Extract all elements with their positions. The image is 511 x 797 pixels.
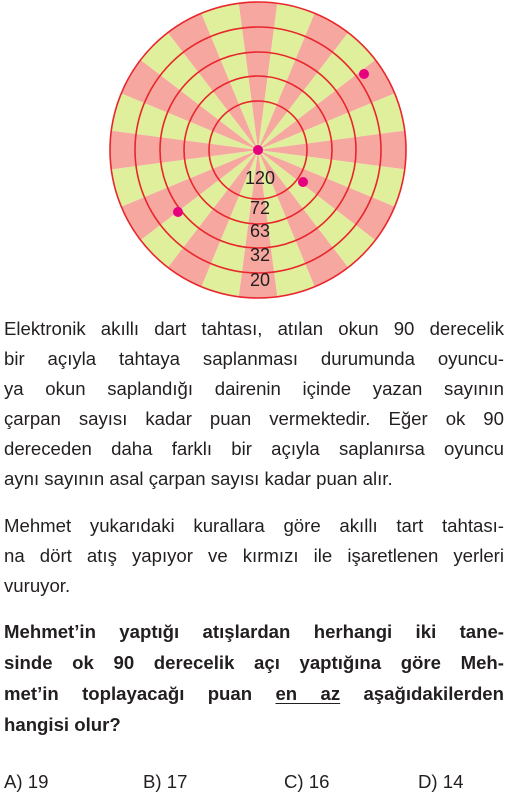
option-letter: C) <box>284 771 304 792</box>
question-text: met’in toplayacağı puan <box>4 683 276 704</box>
text-line: bir açıyla tahtaya saplanması durumunda oyuncu- <box>4 348 504 369</box>
option-value: 14 <box>442 771 464 792</box>
option-value: 17 <box>166 771 188 792</box>
ring-value-120: 120 <box>244 168 276 188</box>
question-line: Mehmet’in yaptığı atışlardan herhangi iki tane- <box>4 621 504 642</box>
option-value: 16 <box>308 771 330 792</box>
hit-marker <box>253 145 263 155</box>
question-line <box>4 679 504 710</box>
ring-value-72: 72 <box>249 198 271 218</box>
text-line: ya okun saplandığı dairenin içinde yazan sayının <box>4 378 504 399</box>
option-value: 19 <box>27 771 49 792</box>
question-line: hangisi olur? <box>4 714 121 735</box>
option-letter: D) <box>418 771 438 792</box>
ring-value-20: 20 <box>249 270 271 290</box>
option-b[interactable] <box>143 770 187 794</box>
question-text: aşağıdakilerden <box>340 683 504 704</box>
hit-marker <box>359 69 369 79</box>
hit-marker <box>298 177 308 187</box>
hit-marker <box>173 207 183 217</box>
underlined-emphasis: en az <box>275 683 341 704</box>
text-line: dereceden daha farklı bir açıyla saplanırsa oyuncu <box>4 438 504 459</box>
text-line: Mehmet yukarıdaki kurallara göre akıllı tart tahtası- <box>4 515 504 536</box>
text-line: çarpan sayısı kadar puan vermektedir. Eğer ok 90 <box>4 408 504 429</box>
text-line: aynı sayının asal çarpan sayısı kadar puan alır. <box>4 468 393 489</box>
ring-value-32: 32 <box>249 245 271 265</box>
option-d[interactable] <box>418 770 463 794</box>
text-line: na dört atış yapıyor ve kırmızı ile işaretlenen yerleri <box>4 545 504 566</box>
option-letter: B) <box>143 771 162 792</box>
ring-value-63: 63 <box>249 221 271 241</box>
text-line: vuruyor. <box>4 575 71 596</box>
option-letter: A) <box>4 771 23 792</box>
option-a[interactable] <box>4 770 48 794</box>
text-line: Elektronik akıllı dart tahtası, atılan okun 90 derecelik <box>4 318 504 339</box>
question-line: sinde ok 90 derecelik açı yaptığına göre Meh- <box>4 652 504 673</box>
option-c[interactable] <box>284 770 329 794</box>
